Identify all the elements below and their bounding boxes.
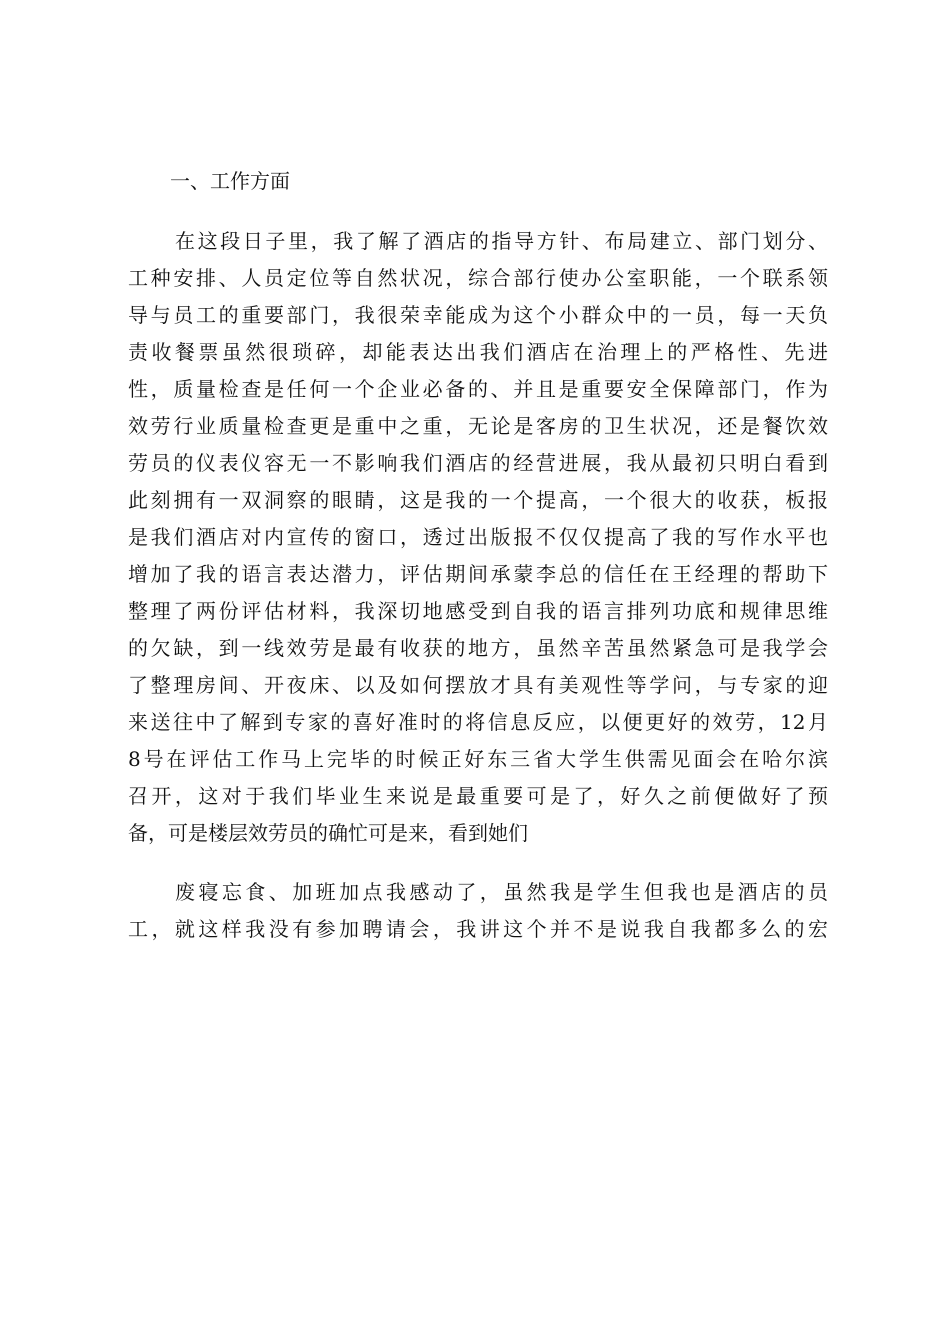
paragraph-line: 劳员的仪表仪容无一不影响我们酒店的经营进展，我从最初只明白看到 (128, 451, 828, 475)
paragraph-line: 责收餐票虽然很琐碎，却能表达出我们酒店在治理上的严格性、先进 (128, 340, 828, 364)
paragraph-line: 此刻拥有一双洞察的眼睛，这是我的一个提高，一个很大的收获，板报 (128, 488, 828, 512)
paragraph-line: 效劳行业质量检查更是重中之重，无论是客房的卫生状况，还是餐饮效 (128, 414, 828, 438)
paragraph-line: 了整理房间、开夜床、以及如何摆放才具有美观性等学问，与专家的迎 (128, 673, 828, 697)
paragraph-line: 性，质量检查是任何一个企业必备的、并且是重要安全保障部门，作为 (128, 377, 828, 401)
paragraph-line: 8号在评估工作马上完毕的时候正好东三省大学生供需见面会在哈尔滨 (128, 747, 828, 771)
paragraph-line: 工种安排、人员定位等自然状况，综合部行使办公室职能，一个联系领 (128, 266, 828, 290)
paragraph-line: 召开，这对于我们毕业生来说是最重要可是了，好久之前便做好了预 (128, 784, 828, 808)
paragraph-line: 增加了我的语言表达潜力，评估期间承蒙李总的信任在王经理的帮助下 (128, 562, 828, 586)
paragraph-line: 废寝忘食、加班加点我感动了，虽然我是学生但我也是酒店的员 (175, 880, 828, 904)
paragraph-line: 的欠缺，到一线效劳是最有收获的地方，虽然辛苦虽然紧急可是我学会 (128, 636, 828, 660)
paragraph-line: 工，就这样我没有参加聘请会，我讲这个并不是说我自我都多么的宏 (128, 917, 828, 941)
paragraph-line: 来送往中了解到专家的喜好准时的将信息反应，以便更好的效劳，12月 (128, 710, 828, 734)
paragraph-line: 整理了两份评估材料，我深切地感受到自我的语言排列功底和规律思维 (128, 599, 828, 623)
paragraph-line: 备，可是楼层效劳员的确忙可是来，看到她们 (128, 821, 528, 845)
paragraph-line: 在这段日子里，我了解了酒店的指导方针、布局建立、部门划分、 (175, 229, 828, 253)
paragraph-line: 是我们酒店对内宣传的窗口，透过出版报不仅仅提高了我的写作水平也 (128, 525, 828, 549)
section-heading: 一、工作方面 (170, 169, 290, 193)
paragraph-line: 导与员工的重要部门，我很荣幸能成为这个小群众中的一员，每一天负 (128, 303, 828, 327)
